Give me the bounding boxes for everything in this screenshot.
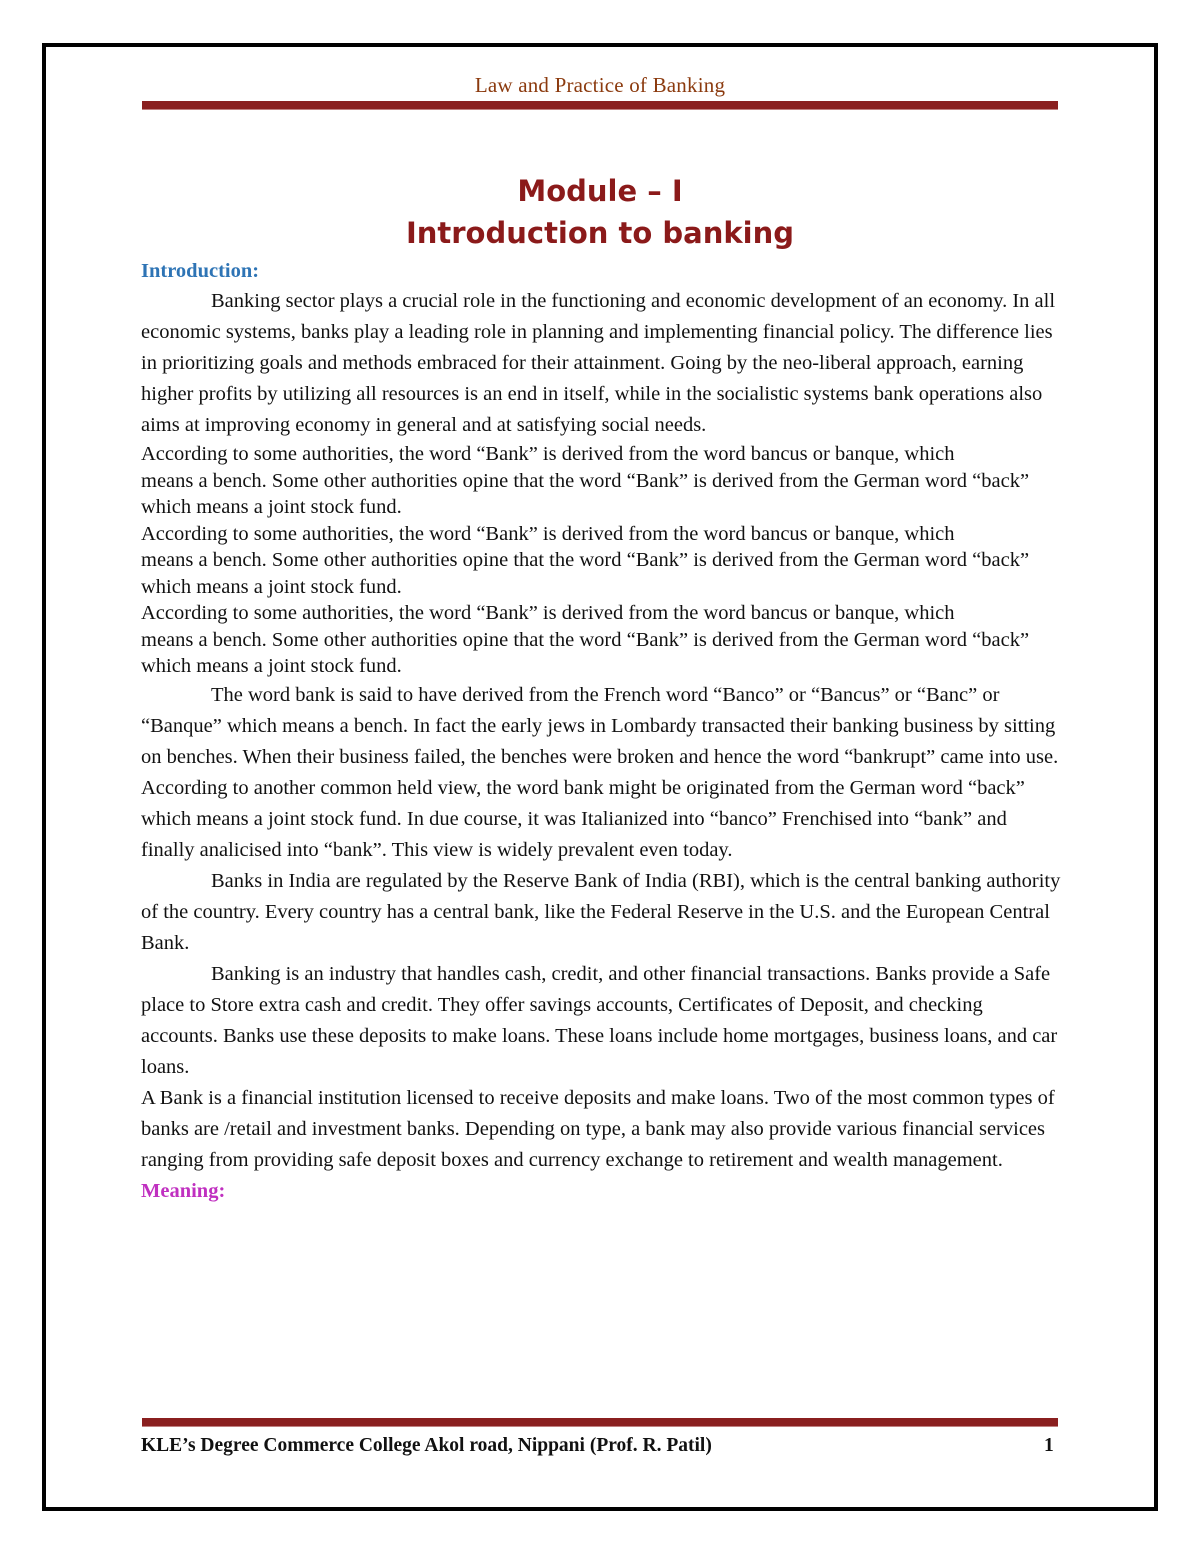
- paragraph: According to some authorities, the word “Bank” is derived from the word bancus or banque, which: [141, 602, 955, 624]
- module-title: [0, 170, 1200, 254]
- paragraph: means a bench. Some other authorities opine that the word “Bank” is derived from the German word “back” which means a joint stock fund.: [141, 628, 1030, 677]
- page-number: 1: [1044, 1435, 1054, 1456]
- footer-college: KLE’s Degree Commerce College Akol road, Nippani (Prof. R. Patil): [141, 1435, 712, 1456]
- header-rule: [142, 101, 1058, 110]
- header-title: Law and Practice of Banking: [474, 73, 726, 97]
- paragraph: The word bank is said to have derived from the French word “Banco” or “Bancus” or “Banc” or “Banque” which means a bench. In fact the early jews in Lombardy transacted their banking business by sitting on benches. When their business failed, the benches were broken and hence the word “bankrupt” came into use. According to another common held view, the word bank might be originated from the German word “back” which means a joint stock fund. In due course, it was Italianized into “banco” Frenchised into “bank” and finally analicised into “bank”. This view is widely prevalent even today.: [141, 683, 1059, 861]
- meaning-heading: Meaning:: [141, 1179, 226, 1202]
- introduction-heading: Introduction:: [141, 260, 260, 282]
- paragraph: Banks in India are regulated by the Reserve Bank of India (RBI), which is the central banking authority of the country. Every country has a central bank, like the Federal Reserve in the U.S. and the European Central Bank.: [141, 869, 1061, 954]
- footer-rule: [142, 1418, 1058, 1427]
- paragraph: Banking sector plays a crucial role in the functioning and economic development of an economy. In all economic systems, banks play a leading role in planning and implementing financial policy. The difference lies in prioritizing goals and methods embraced for their attainment. Going by the neo-liberal approach, earning higher profits by utilizing all resources is an end in itself, while in the socialistic systems bank operations also aims at improving economy in general and at satisfying social needs.: [141, 290, 1056, 436]
- body-content: [141, 256, 1061, 1206]
- paragraph: According to some authorities, the word “Bank” is derived from the word bancus or banque, which: [141, 443, 955, 465]
- paragraph: means a bench. Some other authorities opine that the word “Bank” is derived from the German word “back” which means a joint stock fund.: [141, 549, 1030, 598]
- paragraph: means a bench. Some other authorities opine that the word “Bank” is derived from the German word “back” which means a joint stock fund.: [141, 469, 1030, 518]
- paragraph: According to some authorities, the word “Bank” is derived from the word bancus or banque, which: [141, 522, 955, 545]
- module-subtitle: Introduction to banking: [405, 216, 795, 250]
- paragraph: A Bank is a financial institution licensed to receive deposits and make loans. Two of the most common types of banks are /retail and investment banks. Depending on type, a bank may also provide various financial services ranging from providing safe deposit boxes and currency exchange to retirement and wealth management.: [141, 1086, 1055, 1171]
- module-number: Module – I: [517, 174, 683, 208]
- paragraph: Banking is an industry that handles cash, credit, and other financial transactions. Banks provide a Safe place to Store extra cash and credit. They offer savings accounts, Certificates of Deposit, and checking accounts. Banks use these deposits to make loans. These loans include home mortgages, business loans, and car loans.: [141, 962, 1058, 1078]
